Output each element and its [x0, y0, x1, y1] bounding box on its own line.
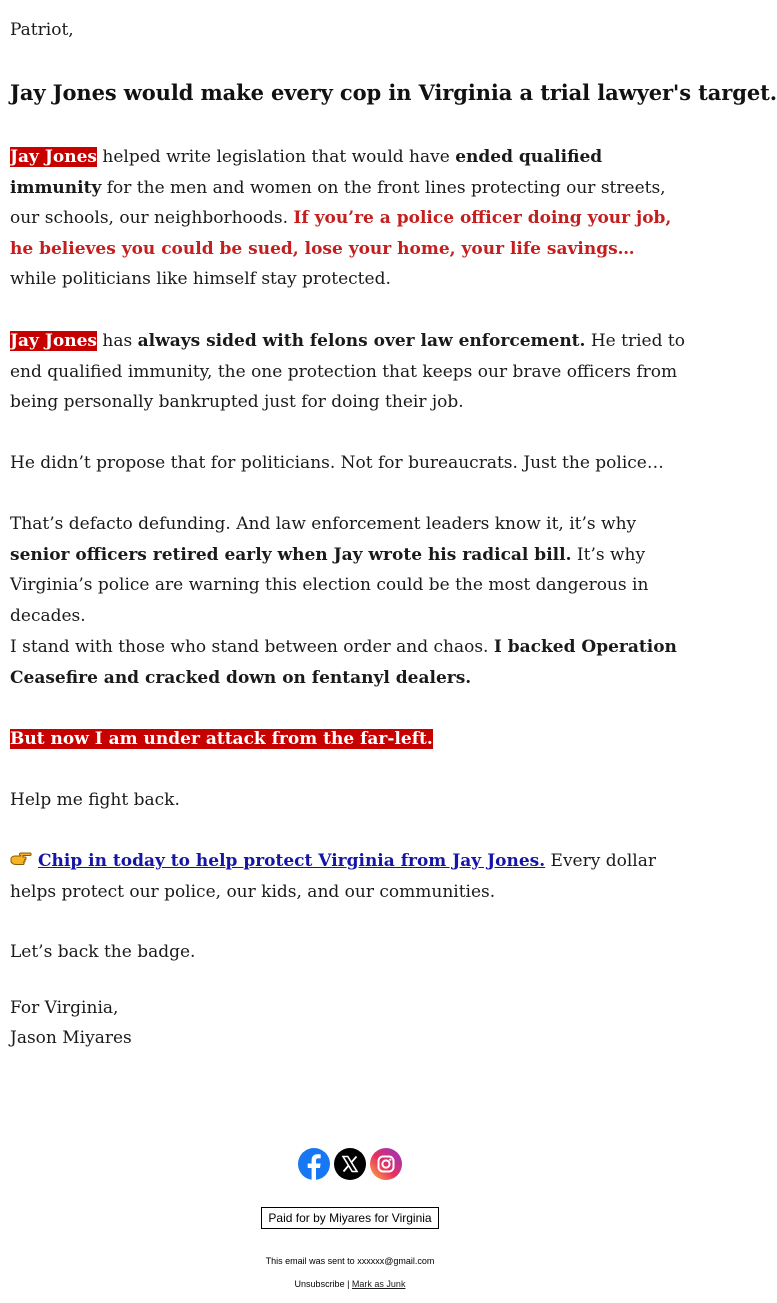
paragraph-6 [10, 724, 686, 755]
text: has [96, 331, 138, 351]
donate-link[interactable]: Chip in today to help protect Virginia from Jay Jones. [38, 851, 546, 871]
highlighted-name: Jay Jones [10, 147, 97, 167]
paragraph-7: Help me fight back. [10, 790, 180, 810]
paragraph-8 [10, 846, 686, 907]
x-icon[interactable] [334, 1148, 366, 1180]
text: helped write legislation that would have [96, 147, 456, 167]
text: Every dollar helps protect our police, our kids, and our communities. [10, 851, 656, 902]
separator: | [344, 1279, 352, 1289]
bold-text: senior officers retired early when Jay wrote his radical bill. [10, 544, 572, 565]
sent-to-notice: This email was sent to xxxxxx@gmail.com [265, 1256, 435, 1266]
bold-text: always sided with felons over law enforcement. [137, 331, 586, 351]
text: It’s why Virginia’s police are warning this election could be the most dangerous in decades. [10, 544, 649, 626]
highlighted-name: Jay Jones [10, 331, 97, 351]
footer-links [0, 1279, 700, 1289]
paragraph-3: He didn’t propose that for politicians. Not for bureaucrats. Just the police… [10, 453, 664, 473]
signature: Jason Miyares [10, 1028, 132, 1048]
signature-block [10, 993, 686, 1053]
text: I stand with those who stand between order and chaos. [10, 637, 494, 657]
paragraph-1 [10, 142, 686, 295]
social-links [0, 1148, 700, 1180]
email-footer [0, 1148, 700, 1289]
text: He tried to end qualified immunity, the one protection that keeps our brave officers from being personally bankrupted just for doing their job. [10, 331, 685, 412]
instagram-icon[interactable] [370, 1148, 402, 1180]
bold-text: I backed Operation Ceasefire and cracked down on fentanyl dealers. [10, 637, 677, 688]
greeting: Patriot, [10, 20, 74, 40]
highlighted-statement: But now I am under attack from the far-left. [10, 729, 433, 749]
paid-for-disclaimer: Paid for by Miyares for Virginia [261, 1207, 438, 1229]
pointing-hand-icon [10, 849, 32, 867]
paragraph-9: Let’s back the badge. [10, 942, 196, 962]
paragraph-5 [10, 632, 686, 693]
mark-as-junk-link[interactable]: Mark as Junk [351, 1279, 406, 1289]
headline: Jay Jones would make every cop in Virginia a trial lawyer's target. [10, 80, 777, 105]
paragraph-4 [10, 509, 686, 631]
bold-text: ended qualified immunity [10, 147, 603, 198]
text: for the men and women on the front lines protecting our streets, our schools, our neighborhoods. [10, 177, 666, 228]
text: while politicians like himself stay protected. [10, 269, 391, 289]
unsubscribe-link[interactable]: Unsubscribe [294, 1279, 345, 1289]
text: That’s defacto defunding. And law enforcement leaders know it, it’s why [10, 514, 637, 534]
facebook-icon[interactable] [298, 1148, 330, 1180]
red-emphasis-text: If you’re a police officer doing your job, he believes you could be sued, lose your home, your life savings… [10, 208, 672, 259]
signoff: For Virginia, [10, 998, 119, 1018]
paragraph-2 [10, 326, 686, 418]
